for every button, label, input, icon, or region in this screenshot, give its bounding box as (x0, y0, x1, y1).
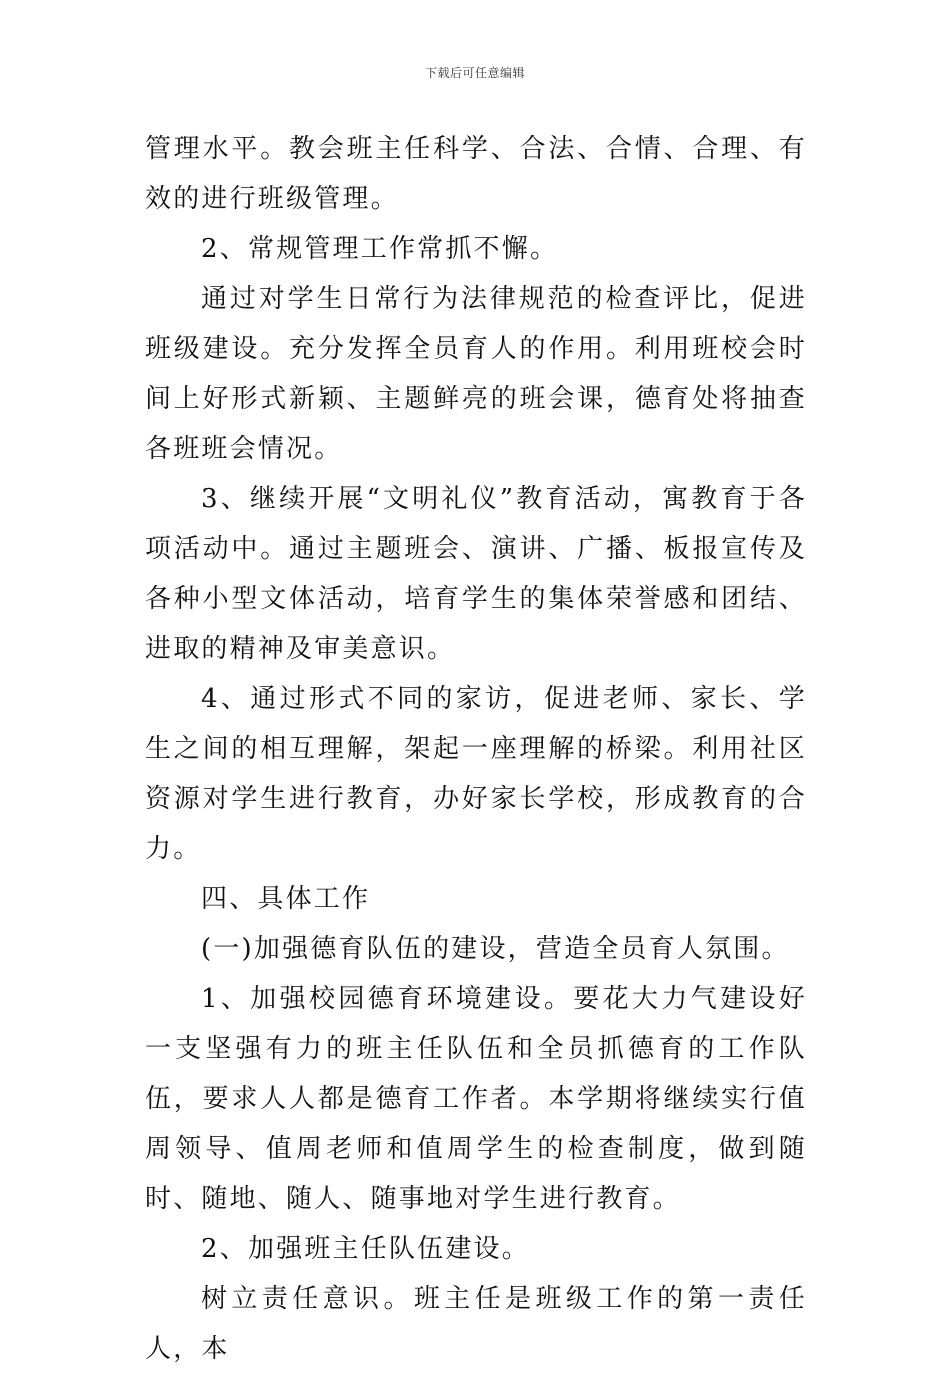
paragraph: 通过对学生日常行为法律规范的检查评比，促进班级建设。充分发挥全员育人的作用。利用班校会时间上好形式新颖、主题鲜亮的班会课，德育处将抽查各班班会情况。 (145, 284, 807, 464)
paragraph: 1、加强校园德育环境建设。要花大力气建设好一支坚强有力的班主任队伍和全员抓德育的工作队伍，要求人人都是德育工作者。本学期将继续实行值周领导、值周老师和值周学生的检查制度，做到随时、随地、随人、随事地对学生进行教育。 (145, 984, 807, 1214)
paragraph: 2、加强班主任队伍建设。 (201, 1234, 530, 1264)
subsection-heading: (一)加强德育队伍的建设，营造全员育人氛围。 (201, 934, 790, 964)
document-body (145, 124, 807, 1374)
paragraph: 4、通过形式不同的家访，促进老师、家长、学生之间的相互理解，架起一座理解的桥梁。利用社区资源对学生进行教育，办好家长学校，形成教育的合力。 (145, 684, 807, 864)
paragraph: 3、继续开展“文明礼仪”教育活动，寓教育于各项活动中。通过主题班会、演讲、广播、板报宣传及各种小型文体活动，培育学生的集体荣誉感和团结、进取的精神及审美意识。 (145, 484, 807, 664)
paragraph: 管理水平。教会班主任科学、合法、合情、合理、有效的进行班级管理。 (145, 134, 807, 214)
paragraph: 树立责任意识。班主任是班级工作的第一责任人，本 (145, 1284, 807, 1364)
page-header: 下载后可任意编辑 (424, 66, 525, 80)
section-heading: 四、具体工作 (201, 884, 371, 914)
paragraph: 2、常规管理工作常抓不懈。 (201, 234, 559, 264)
